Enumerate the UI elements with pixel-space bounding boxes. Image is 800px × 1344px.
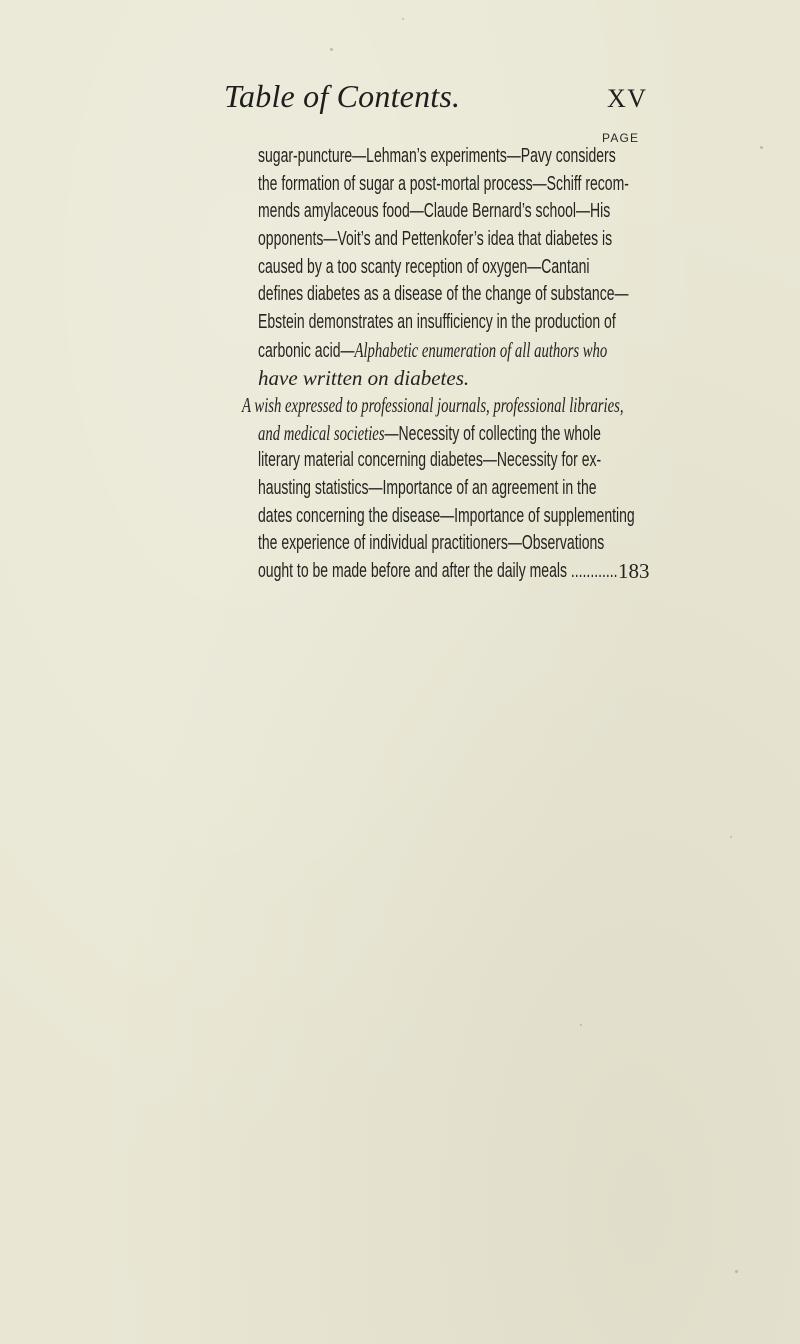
entry-line: sugar-puncture—Lehman’s experiments—Pavy considers (258, 145, 616, 167)
toc-entry-continuation (258, 143, 629, 392)
entry-line-italic: have written on diabetes. (258, 365, 470, 390)
entry-line: mends amylaceous food—Claude Bernard’s school—His (258, 200, 611, 223)
entry-text-plain: —Necessity of collecting the whole (384, 422, 601, 445)
entry-text-italic: and medical societies (258, 420, 385, 445)
entry-line: Ebstein demonstrates an insufficiency in the production of (258, 311, 616, 334)
entry-line: literary material concerning diabetes—Necessity for ex- (258, 449, 602, 472)
entry-line: hausting statistics—Importance of an agreement in the (258, 477, 597, 500)
entry-line: the experience of individual practitioners—Observations (258, 532, 605, 555)
paper-speck (402, 18, 404, 20)
paper-speck (760, 146, 763, 149)
entry-title-italic: A wish expressed to professional journals, professional libraries, (242, 393, 624, 417)
paper-speck (730, 836, 732, 838)
entry-page-number: 183 (618, 559, 650, 583)
paper-speck (330, 48, 333, 51)
running-head-title: Table of Contents. (224, 78, 461, 114)
entry-line: dates concerning the disease—Importance of supplementing (258, 504, 635, 527)
page-folio-number: XV (607, 84, 648, 113)
entry-text-italic: Alphabetic enumeration of all authors who (354, 337, 608, 362)
entry-line: the formation of sugar a post-mortal process—Schiff recom- (258, 172, 629, 195)
entry-line: opponents—Voit’s and Pettenkofer’s idea that diabetes is (258, 228, 613, 251)
entry-line-mixed (258, 337, 608, 365)
entry-text-plain: carbonic acid— (258, 339, 355, 362)
entry-line: defines diabetes as a disease of the change of substance— (258, 283, 629, 306)
paper-speck (580, 1024, 582, 1026)
page-column-label: PAGE (602, 131, 640, 145)
entry-line: caused by a too scanty reception of oxygen—Cantani (258, 255, 590, 278)
entry-line: ought to be made before and after the daily meals ............ (258, 560, 618, 583)
entry-line-mixed (242, 420, 601, 448)
paper-speck (735, 1270, 738, 1273)
